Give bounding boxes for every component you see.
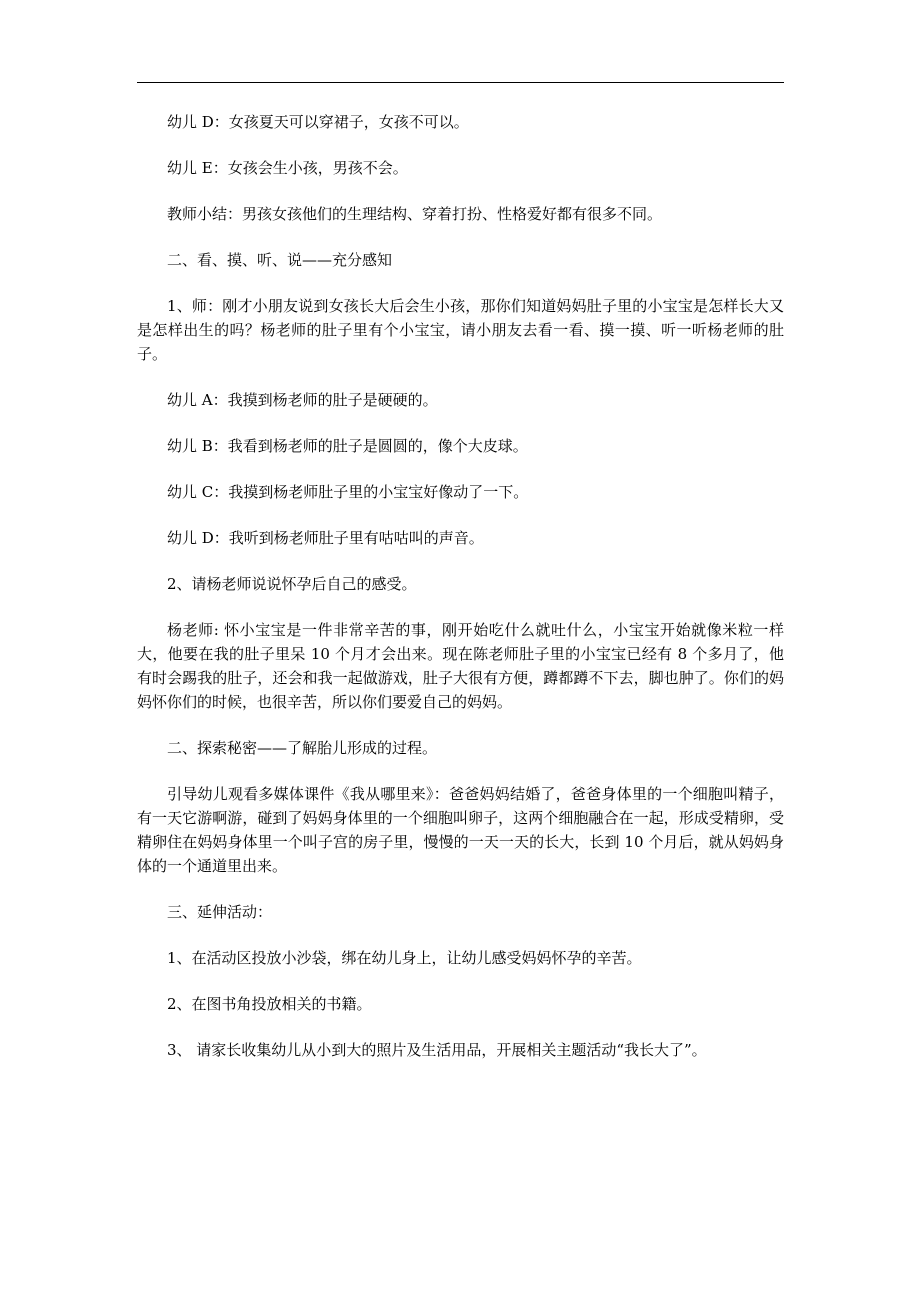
header-rule <box>137 82 784 83</box>
paragraph-child-b-answer: 幼儿 B：我看到杨老师的肚子是圆圆的，像个大皮球。 <box>167 437 528 455</box>
paragraph-child-e-answer: 幼儿 E：女孩会生小孩，男孩不会。 <box>167 159 408 177</box>
document-body <box>137 110 784 1084</box>
section-heading-perceive: 二、看、摸、听、说——充分感知 <box>167 251 393 269</box>
paragraph-teacher-yang-speech: 杨老师: 怀小宝宝是一件非常辛苦的事，刚开始吃什么就吐什么，小宝宝开始就像米粒一样大，他要在我的肚子里呆 10 个月才会出来。现在陈老师肚子里的小宝宝已经有 8 个多月了，他有时会踢我的肚子，还会和我一起做游戏，肚子大很有方便，蹲都蹲不下去，脚也肿了。你们的妈妈怀你们的时候，也很辛苦，所以你们要爱自己的妈妈。 <box>137 621 784 711</box>
paragraph-child-c-answer: 幼儿 C：我摸到杨老师肚子里的小宝宝好像动了一下。 <box>167 483 529 501</box>
paragraph-child-d-listen: 幼儿 D：我听到杨老师肚子里有咕咕叫的声音。 <box>167 529 484 547</box>
paragraph-child-a-answer: 幼儿 A：我摸到杨老师的肚子是硬硬的。 <box>167 391 438 409</box>
paragraph-child-d-answer: 幼儿 D：女孩夏天可以穿裙子，女孩不可以。 <box>167 113 469 131</box>
paragraph-teacher-question: 1、师：刚才小朋友说到女孩长大后会生小孩，那你们知道妈妈肚子里的小宝宝是怎样长大又是怎样出生的吗？杨老师的肚子里有个小宝宝，请小朋友去看一看、摸一摸、听一听杨老师的肚子。 <box>137 297 784 363</box>
paragraph-courseware-description: 引导幼儿观看多媒体课件《我从哪里来》：爸爸妈妈结婚了，爸爸身体里的一个细胞叫精子，有一天它游啊游，碰到了妈妈身体里的一个细胞叫卵子，这两个细胞融合在一起，形成受精卵，受精卵住在妈妈身体里一个叫子宫的房子里，慢慢的一天一天的长大，长到 10 个月后，就从妈妈身体的一个通道里出来。 <box>137 785 784 875</box>
paragraph-extension-2: 2、在图书角投放相关的书籍。 <box>167 995 372 1013</box>
section-heading-extension: 三、延伸活动： <box>167 903 273 921</box>
paragraph-extension-1: 1、在活动区投放小沙袋，绑在幼儿身上，让幼儿感受妈妈怀孕的辛苦。 <box>167 949 642 967</box>
section-heading-explore: 二、探索秘密——了解胎儿形成的过程。 <box>167 739 438 757</box>
paragraph-extension-3: 3、 请家长收集幼儿从小到大的照片及生活用品，开展相关主题活动“我长大了”。 <box>167 1041 707 1059</box>
paragraph-teacher-summary: 教师小结：男孩女孩他们的生理结构、穿着打扮、性格爱好都有很多不同。 <box>167 205 663 223</box>
paragraph-teacher-feeling-prompt: 2、请杨老师说说怀孕后自己的感受。 <box>167 575 417 593</box>
